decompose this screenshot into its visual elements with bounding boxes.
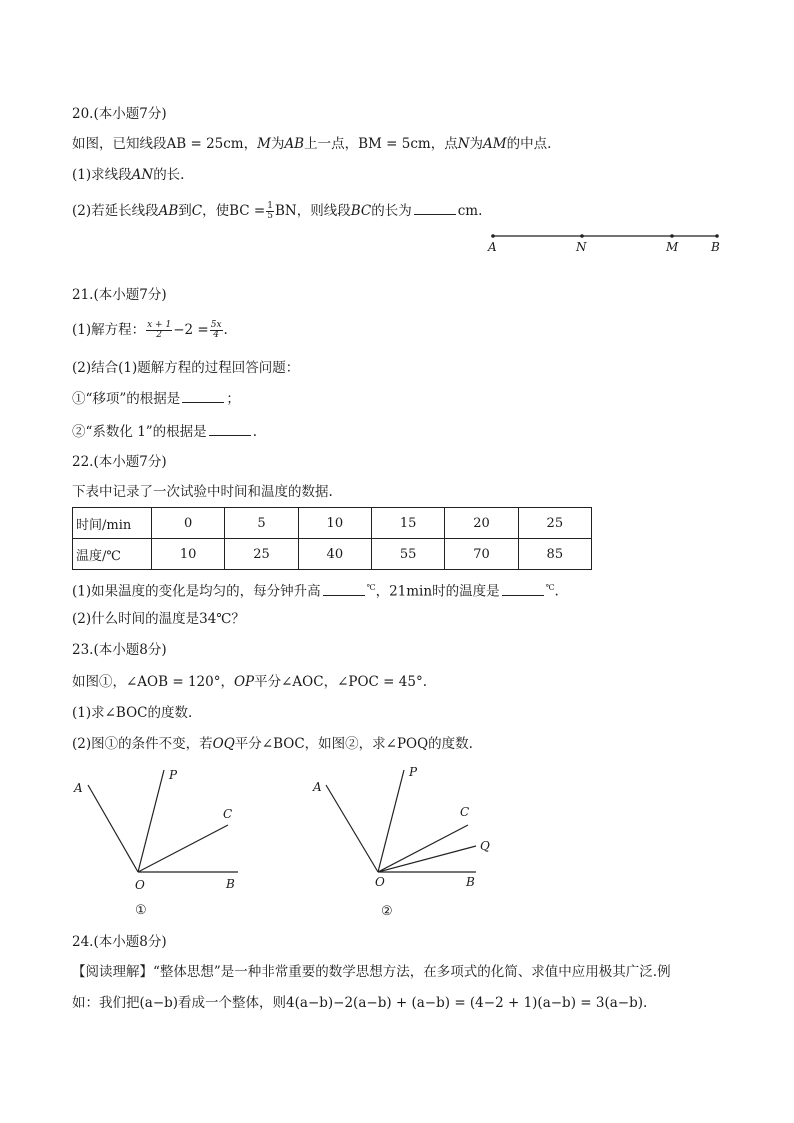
q24-line-1: 【阅读理解】“整体思想”是一种非常重要的数学思想方法，在多项式的化简、求值中应用极其广泛.例 xyxy=(72,964,671,980)
q21-header: 21.(本小题7分) xyxy=(72,287,167,303)
label-c: C xyxy=(223,807,233,821)
q22-intro: 下表中记录了一次试验中时间和温度的数据. xyxy=(72,484,333,500)
q20-p2-a: (2)若延长线段 xyxy=(72,203,159,219)
q20-segment-figure xyxy=(487,234,720,254)
q23-var-OQ: OQ xyxy=(212,736,235,752)
point-m xyxy=(670,234,674,238)
table-cell: 25 xyxy=(225,539,298,570)
q23-stem-b: 平分∠AOC，∠POC = 45°. xyxy=(254,674,427,690)
label-o: O xyxy=(375,875,385,889)
q20-header: 20.(本小题7分) xyxy=(72,106,167,122)
q20-p1-b: 的长. xyxy=(153,167,185,183)
ray-oc xyxy=(378,825,468,872)
label-b: B xyxy=(466,875,475,889)
q21-p3-a: ①“移项”的根据是 xyxy=(72,391,181,407)
label-a: A xyxy=(313,780,322,794)
table-cell: 40 xyxy=(298,539,371,570)
q20-var-AB: AB xyxy=(284,136,305,152)
q20-p2-C: C xyxy=(191,203,203,219)
point-n xyxy=(580,234,584,238)
q22-unit-2: ℃ xyxy=(545,583,555,592)
q23-header: 23.(本小题8分) xyxy=(72,642,167,658)
q23-p2-b: 平分∠BOC，如图②，求∠POQ的度数. xyxy=(234,736,473,752)
q23-part1: (1)求∠BOC的度数. xyxy=(72,705,193,721)
table-cell: 25 xyxy=(518,508,591,539)
q23-var-OP: OP xyxy=(233,674,255,690)
q22-part2: (2)什么时间的温度是34℃？ xyxy=(72,611,245,627)
figure-1-caption: ① xyxy=(135,903,147,918)
q20-var-AM: AM xyxy=(483,136,507,152)
q20-p2-c: ，使BC = xyxy=(202,203,266,219)
q20-p2-e: 的长为 xyxy=(371,203,412,219)
table-cell: 15 xyxy=(371,508,444,539)
q22-header: 22.(本小题7分) xyxy=(72,454,167,470)
q23-stem-a: 如图①，∠AOB = 120°， xyxy=(72,674,234,690)
label-m: M xyxy=(666,240,679,254)
label-b: B xyxy=(711,240,720,254)
ray-oa xyxy=(88,785,138,872)
ray-oa xyxy=(326,785,378,872)
label-o: O xyxy=(135,878,145,892)
q21-f1-num: x + 1 xyxy=(147,320,172,330)
label-b: B xyxy=(226,877,235,891)
q21-f2-den: 4 xyxy=(213,330,219,340)
table-cell: 20 xyxy=(445,508,518,539)
q21-p1-end: . xyxy=(223,322,228,338)
q20-stem-e: 的中点. xyxy=(506,136,552,152)
q20-stem-a: 如图，已知线段AB = 25cm， xyxy=(72,136,258,152)
q20-var-N: N xyxy=(457,136,470,152)
q20-var-AN: AN xyxy=(131,167,154,183)
q21-f1-den: 2 xyxy=(156,330,163,340)
label-a: A xyxy=(74,781,83,795)
q22-unit-1: ℃ xyxy=(366,583,376,592)
table-cell: 70 xyxy=(445,539,518,570)
label-a: A xyxy=(488,240,497,254)
q20-stem-d: 为 xyxy=(469,136,484,152)
q21-part2: (2)结合(1)题解方程的过程回答问题： xyxy=(72,360,300,376)
point-a xyxy=(491,234,495,238)
q24-header: 24.(本小题8分) xyxy=(72,934,167,950)
table-cell: 55 xyxy=(371,539,444,570)
table-cell: 0 xyxy=(152,508,225,539)
q20-frac-num: 1 xyxy=(267,201,273,211)
q20-p1-a: (1)求线段 xyxy=(72,167,132,183)
q24-line-2: 如：我们把(a−b)看成一个整体，则4(a−b)−2(a−b) + (a−b) = (4−2 + 1)(a−b) = 3(a−b). xyxy=(72,995,648,1011)
figure-2-caption: ② xyxy=(381,904,393,919)
label-p: P xyxy=(409,765,418,779)
q21-p3-b: ； xyxy=(226,391,240,407)
q21-p1-mid: −2 = xyxy=(173,322,209,338)
q22-p1-b: ，21min时的温度是 xyxy=(375,583,500,600)
table-cell: 10 xyxy=(152,539,225,570)
ray-oc xyxy=(138,825,228,872)
q20-p2-BC: BC xyxy=(350,203,372,219)
label-q: Q xyxy=(480,839,490,853)
ray-oq xyxy=(378,846,476,872)
table-row-head-temp: 温度/℃ xyxy=(73,539,152,570)
q22-p1-c: . xyxy=(554,583,559,600)
q20-stem-b: 为 xyxy=(270,136,285,152)
q23-figure-1 xyxy=(73,768,238,918)
table-cell: 10 xyxy=(298,508,371,539)
q21-p4-b: . xyxy=(252,424,257,440)
q23-figure-2 xyxy=(312,765,490,919)
q21-p4-a: ②“系数化 1”的根据是 xyxy=(72,424,207,440)
ray-op xyxy=(138,770,164,872)
ray-op xyxy=(378,770,404,872)
label-p: P xyxy=(169,768,178,782)
q20-var-M: M xyxy=(257,136,271,152)
q23-p2-a: (2)图①的条件不变，若 xyxy=(72,736,213,752)
table-cell: 5 xyxy=(225,508,298,539)
q21-p1-a: (1)解方程： xyxy=(72,322,146,338)
q20-p2-f: cm. xyxy=(457,203,483,219)
table-row-head-time: 时间/min xyxy=(73,508,152,539)
point-b xyxy=(715,234,719,238)
q20-stem-c: 上一点，BM = 5cm，点 xyxy=(304,136,458,152)
q20-p2-b: 到 xyxy=(178,203,192,219)
q21-f2-num: 5x xyxy=(210,320,222,330)
label-n: N xyxy=(576,240,587,254)
q20-p2-AB: AB xyxy=(158,203,179,219)
q20-frac-den: 5 xyxy=(267,211,273,221)
table-cell: 85 xyxy=(518,539,591,570)
label-c: C xyxy=(460,805,470,819)
q22-p1-a: (1)如果温度的变化是均匀的，每分钟升高 xyxy=(72,583,321,600)
q20-p2-d: BN，则线段 xyxy=(274,203,351,219)
